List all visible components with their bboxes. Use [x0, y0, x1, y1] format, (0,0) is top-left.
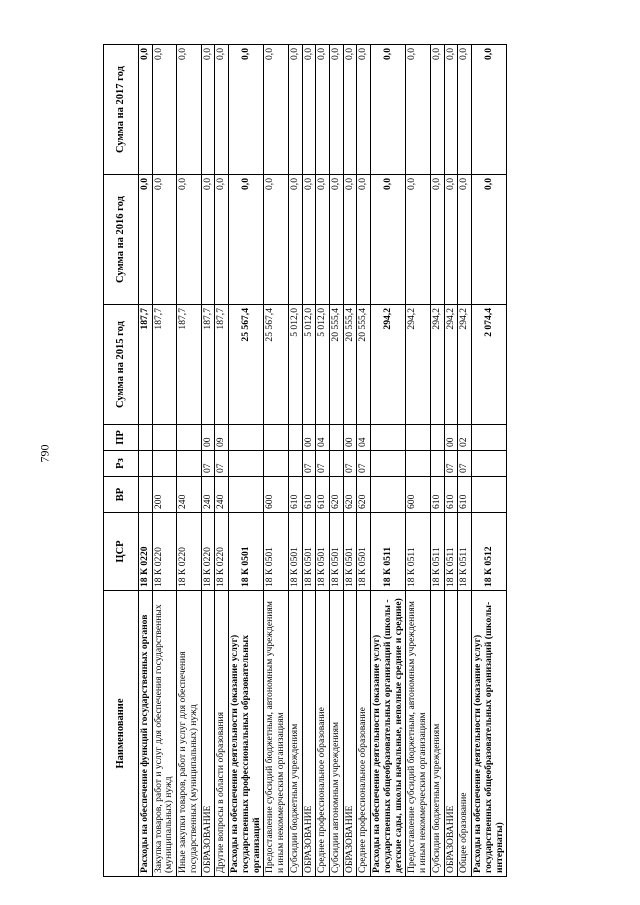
cell-vr: 240 — [177, 477, 201, 513]
cell-vr: 610 — [444, 477, 458, 513]
cell-rz: 07 — [215, 451, 229, 477]
cell-vr: 600 — [264, 477, 288, 513]
table-row — [472, 45, 507, 877]
cell-vr: 620 — [330, 477, 344, 513]
cell-csr: 18 К 0220 — [139, 513, 153, 591]
table-row — [406, 45, 430, 877]
cell-rz: 07 — [343, 451, 357, 477]
cell-pr — [229, 425, 264, 451]
cell-2016: 0,0 — [152, 175, 176, 305]
header-pr: ПР — [104, 425, 139, 451]
cell-2015: 187,7 — [177, 305, 201, 425]
cell-pr — [472, 425, 507, 451]
cell-2016: 0,0 — [288, 175, 302, 305]
cell-2016: 0,0 — [472, 175, 507, 305]
table-row — [152, 45, 176, 877]
table-row — [264, 45, 288, 877]
cell-pr — [288, 425, 302, 451]
cell-2016: 0,0 — [343, 175, 357, 305]
cell-2017: 0,0 — [458, 45, 472, 175]
cell-2015: 5 012,0 — [288, 305, 302, 425]
cell-2017: 0,0 — [264, 45, 288, 175]
cell-csr: 18 К 0511 — [458, 513, 472, 591]
cell-2016: 0,0 — [330, 175, 344, 305]
cell-csr: 18 К 0501 — [302, 513, 316, 591]
cell-rz: 07 — [444, 451, 458, 477]
cell-csr: 18 К 0501 — [343, 513, 357, 591]
cell-csr: 18 К 0501 — [316, 513, 330, 591]
cell-rz — [139, 451, 153, 477]
cell-name: ОБРАЗОВАНИЕ — [302, 591, 316, 877]
table-row — [357, 45, 371, 877]
cell-2015: 5 012,0 — [302, 305, 316, 425]
cell-name: Общее образование — [458, 591, 472, 877]
table-row — [215, 45, 229, 877]
cell-2016: 0,0 — [371, 175, 406, 305]
cell-2017: 0,0 — [472, 45, 507, 175]
table-row — [343, 45, 357, 877]
cell-2017: 0,0 — [343, 45, 357, 175]
cell-2015: 25 567,4 — [229, 305, 264, 425]
cell-vr: 240 — [215, 477, 229, 513]
cell-pr — [139, 425, 153, 451]
cell-2015: 294,2 — [458, 305, 472, 425]
cell-2015: 187,7 — [139, 305, 153, 425]
cell-2017: 0,0 — [371, 45, 406, 175]
table-row — [139, 45, 153, 877]
cell-csr: 18 К 0501 — [288, 513, 302, 591]
cell-csr: 18 К 0220 — [152, 513, 176, 591]
cell-vr — [139, 477, 153, 513]
cell-2017: 0,0 — [152, 45, 176, 175]
cell-name: Закупка товаров, работ и услуг для обеспечения государственных (муниципальных) нужд — [152, 591, 176, 877]
cell-2015: 187,7 — [152, 305, 176, 425]
cell-name: Расходы на обеспечение деятельности (оказание услуг) государственных общеобразовательных организаций (школы-интернаты) — [472, 591, 507, 877]
cell-pr: 09 — [215, 425, 229, 451]
cell-2015: 20 555,4 — [357, 305, 371, 425]
cell-2016: 0,0 — [215, 175, 229, 305]
cell-rz — [177, 451, 201, 477]
cell-rz — [229, 451, 264, 477]
cell-rz: 07 — [357, 451, 371, 477]
cell-2015: 294,2 — [444, 305, 458, 425]
header-rz: Рз — [104, 451, 139, 477]
table-body — [139, 45, 507, 877]
cell-2015: 20 555,4 — [343, 305, 357, 425]
cell-csr: 18 К 0512 — [472, 513, 507, 591]
cell-csr: 18 К 0220 — [201, 513, 215, 591]
cell-2015: 5 012,0 — [316, 305, 330, 425]
cell-vr — [371, 477, 406, 513]
table-row — [444, 45, 458, 877]
cell-vr: 610 — [302, 477, 316, 513]
cell-2017: 0,0 — [288, 45, 302, 175]
cell-rz: 07 — [302, 451, 316, 477]
cell-2015: 187,7 — [215, 305, 229, 425]
page-number: 790 — [37, 444, 52, 463]
cell-2015: 294,2 — [430, 305, 444, 425]
cell-name: Другие вопросы в области образования — [215, 591, 229, 877]
rotated-table-container — [103, 45, 614, 877]
table-row — [316, 45, 330, 877]
cell-name: Субсидии бюджетным учреждениям — [288, 591, 302, 877]
cell-csr: 18 К 0511 — [371, 513, 406, 591]
cell-name: Расходы на обеспечение деятельности (оказание услуг) государственных профессиональных образовательных организаций — [229, 591, 264, 877]
cell-2015: 187,7 — [201, 305, 215, 425]
header-vr: ВР — [104, 477, 139, 513]
cell-2017: 0,0 — [201, 45, 215, 175]
table-row — [371, 45, 406, 877]
cell-2017: 0,0 — [330, 45, 344, 175]
table-row — [302, 45, 316, 877]
cell-2016: 0,0 — [458, 175, 472, 305]
cell-rz — [430, 451, 444, 477]
cell-2016: 0,0 — [264, 175, 288, 305]
cell-name: Субсидии бюджетным учреждениям — [430, 591, 444, 877]
cell-pr: 04 — [316, 425, 330, 451]
cell-2017: 0,0 — [139, 45, 153, 175]
cell-pr — [177, 425, 201, 451]
cell-rz — [472, 451, 507, 477]
cell-csr: 18 К 0501 — [229, 513, 264, 591]
cell-rz — [406, 451, 430, 477]
header-2015: Сумма на 2015 год — [104, 305, 139, 425]
table-header — [104, 45, 139, 877]
table-row — [458, 45, 472, 877]
header-2017: Сумма на 2017 год — [104, 45, 139, 175]
cell-2016: 0,0 — [357, 175, 371, 305]
cell-vr: 610 — [288, 477, 302, 513]
cell-name: ОБРАЗОВАНИЕ — [201, 591, 215, 877]
cell-2016: 0,0 — [316, 175, 330, 305]
cell-vr: 610 — [458, 477, 472, 513]
cell-csr: 18 К 0511 — [406, 513, 430, 591]
table-row — [330, 45, 344, 877]
cell-2017: 0,0 — [229, 45, 264, 175]
cell-2015: 294,2 — [406, 305, 430, 425]
cell-rz — [330, 451, 344, 477]
cell-2015: 25 567,4 — [264, 305, 288, 425]
cell-csr: 18 К 0511 — [430, 513, 444, 591]
cell-csr: 18 К 0220 — [177, 513, 201, 591]
cell-pr — [330, 425, 344, 451]
header-2016: Сумма на 2016 год — [104, 175, 139, 305]
cell-2017: 0,0 — [406, 45, 430, 175]
header-csr: ЦСР — [104, 513, 139, 591]
cell-name: Расходы на обеспечение функций государственных органов — [139, 591, 153, 877]
cell-rz — [264, 451, 288, 477]
cell-pr: 00 — [201, 425, 215, 451]
cell-pr — [406, 425, 430, 451]
cell-vr: 610 — [430, 477, 444, 513]
cell-name: Субсидии автономным учреждениям — [330, 591, 344, 877]
cell-rz — [371, 451, 406, 477]
cell-2017: 0,0 — [444, 45, 458, 175]
cell-pr: 00 — [444, 425, 458, 451]
cell-pr: 00 — [302, 425, 316, 451]
cell-vr — [229, 477, 264, 513]
cell-2016: 0,0 — [229, 175, 264, 305]
cell-2015: 294,2 — [371, 305, 406, 425]
cell-name: Иные закупки товаров, работ и услуг для обеспечения государственных (муниципальных) нужд — [177, 591, 201, 877]
cell-csr: 18 К 0501 — [330, 513, 344, 591]
cell-2015: 2 074,4 — [472, 305, 507, 425]
cell-2016: 0,0 — [302, 175, 316, 305]
cell-name: ОБРАЗОВАНИЕ — [444, 591, 458, 877]
cell-csr: 18 К 0501 — [264, 513, 288, 591]
cell-rz — [288, 451, 302, 477]
cell-rz: 07 — [316, 451, 330, 477]
cell-2017: 0,0 — [177, 45, 201, 175]
cell-name: Предоставление субсидий бюджетным, автономным учреждениям и иным некоммерческим организациям — [406, 591, 430, 877]
cell-pr — [430, 425, 444, 451]
table-row — [177, 45, 201, 877]
cell-name: Среднее профессиональное образование — [316, 591, 330, 877]
cell-vr: 610 — [316, 477, 330, 513]
cell-vr: 240 — [201, 477, 215, 513]
cell-rz: 07 — [458, 451, 472, 477]
cell-pr: 04 — [357, 425, 371, 451]
cell-2017: 0,0 — [302, 45, 316, 175]
cell-2017: 0,0 — [430, 45, 444, 175]
cell-name: ОБРАЗОВАНИЕ — [343, 591, 357, 877]
cell-name: Расходы на обеспечение деятельности (оказание услуг) государственных общеобразовательных организаций (школы - детские сады, школы начальные, неполные средние и средние) — [371, 591, 406, 877]
table-row — [229, 45, 264, 877]
cell-pr — [152, 425, 176, 451]
header-name: Наименование — [104, 591, 139, 877]
cell-pr: 00 — [343, 425, 357, 451]
cell-csr: 18 К 0511 — [444, 513, 458, 591]
cell-vr: 600 — [406, 477, 430, 513]
cell-pr — [371, 425, 406, 451]
cell-pr: 02 — [458, 425, 472, 451]
cell-vr — [472, 477, 507, 513]
cell-2015: 20 555,4 — [330, 305, 344, 425]
cell-2016: 0,0 — [177, 175, 201, 305]
cell-csr: 18 К 0501 — [357, 513, 371, 591]
cell-2016: 0,0 — [444, 175, 458, 305]
cell-vr: 620 — [357, 477, 371, 513]
cell-2016: 0,0 — [139, 175, 153, 305]
table-row — [288, 45, 302, 877]
table-row — [201, 45, 215, 877]
cell-name: Предоставление субсидий бюджетным, автономным учреждениям и иным некоммерческим организациям — [264, 591, 288, 877]
cell-rz: 07 — [201, 451, 215, 477]
cell-pr — [264, 425, 288, 451]
cell-2017: 0,0 — [215, 45, 229, 175]
cell-2017: 0,0 — [316, 45, 330, 175]
cell-name: Среднее профессиональное образование — [357, 591, 371, 877]
cell-vr: 620 — [343, 477, 357, 513]
cell-csr: 18 К 0220 — [215, 513, 229, 591]
cell-2016: 0,0 — [430, 175, 444, 305]
table-row — [430, 45, 444, 877]
cell-2017: 0,0 — [357, 45, 371, 175]
budget-table — [103, 44, 507, 877]
cell-rz — [152, 451, 176, 477]
cell-2016: 0,0 — [201, 175, 215, 305]
cell-2016: 0,0 — [406, 175, 430, 305]
cell-vr: 200 — [152, 477, 176, 513]
